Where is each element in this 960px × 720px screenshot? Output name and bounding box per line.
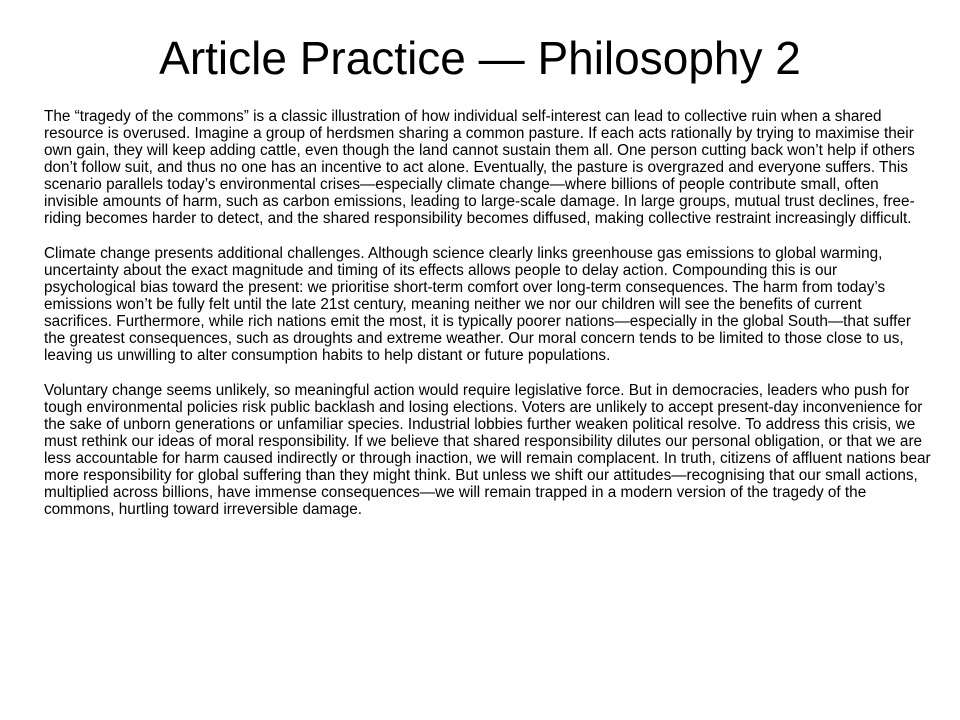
slide-title: Article Practice — Philosophy 2 xyxy=(159,32,801,84)
paragraph-3: Voluntary change seems unlikely, so meaningful action would require legislative force. But in democracies, leaders who push for tough environmental policies risk public backlash and losing elections. Voters are unlikely to accept present-day inconvenience for the sake of unborn generations or unfamiliar species. Industrial lobbies further weaken political resolve. To address this crisis, we must rethink our ideas of moral responsibility. If we believe that shared responsibility dilutes our personal obligation, or that we are less accountable for harm caused indirectly or through inaction, we will remain complacent. In truth, citizens of affluent nations bear more responsibility for global suffering than they might think. But unless we shift our attitudes—recognising that our small actions, multiplied across billions, have immense consequences—we will remain trapped in a modern version of the tragedy of the commons, hurtling toward irreversible damage. xyxy=(44,382,931,518)
paragraph-2: Climate change presents additional challenges. Although science clearly links greenhouse gas emissions to global warming, uncertainty about the exact magnitude and timing of its effects allows people to delay action. Compounding this is our psychological bias toward the present: we prioritise short-term comfort over long-term consequences. The harm from today’s emissions won’t be fully felt until the late 21st century, meaning neither we nor our children will see the benefits of current sacrifices. Furthermore, while rich nations emit the most, it is typically poorer nations—especially in the global South—that suffer the greatest consequences, such as droughts and extreme weather. Our moral concern tends to be limited to those close to us, leaving us unwilling to alter consumption habits to help distant or future populations. xyxy=(44,245,911,364)
slide-body xyxy=(44,108,932,536)
paragraph-1: The “tragedy of the commons” is a classic illustration of how individual self-interest can lead to collective ruin when a shared resource is overused. Imagine a group of herdsmen sharing a common pasture. If each acts rationally by trying to maximise their own gain, they will keep adding cattle, even though the land cannot sustain them all. One person cutting back won’t help if others don’t follow suit, and thus no one has an incentive to act alone. Eventually, the pasture is overgrazed and everyone suffers. This scenario parallels today’s environmental crises—especially climate change—where billions of people contribute small, often invisible amounts of harm, such as carbon emissions, leading to large-scale damage. In large groups, mutual trust declines, free-riding becomes harder to detect, and the shared responsibility becomes diffused, making collective restraint increasingly difficult. xyxy=(44,108,915,227)
